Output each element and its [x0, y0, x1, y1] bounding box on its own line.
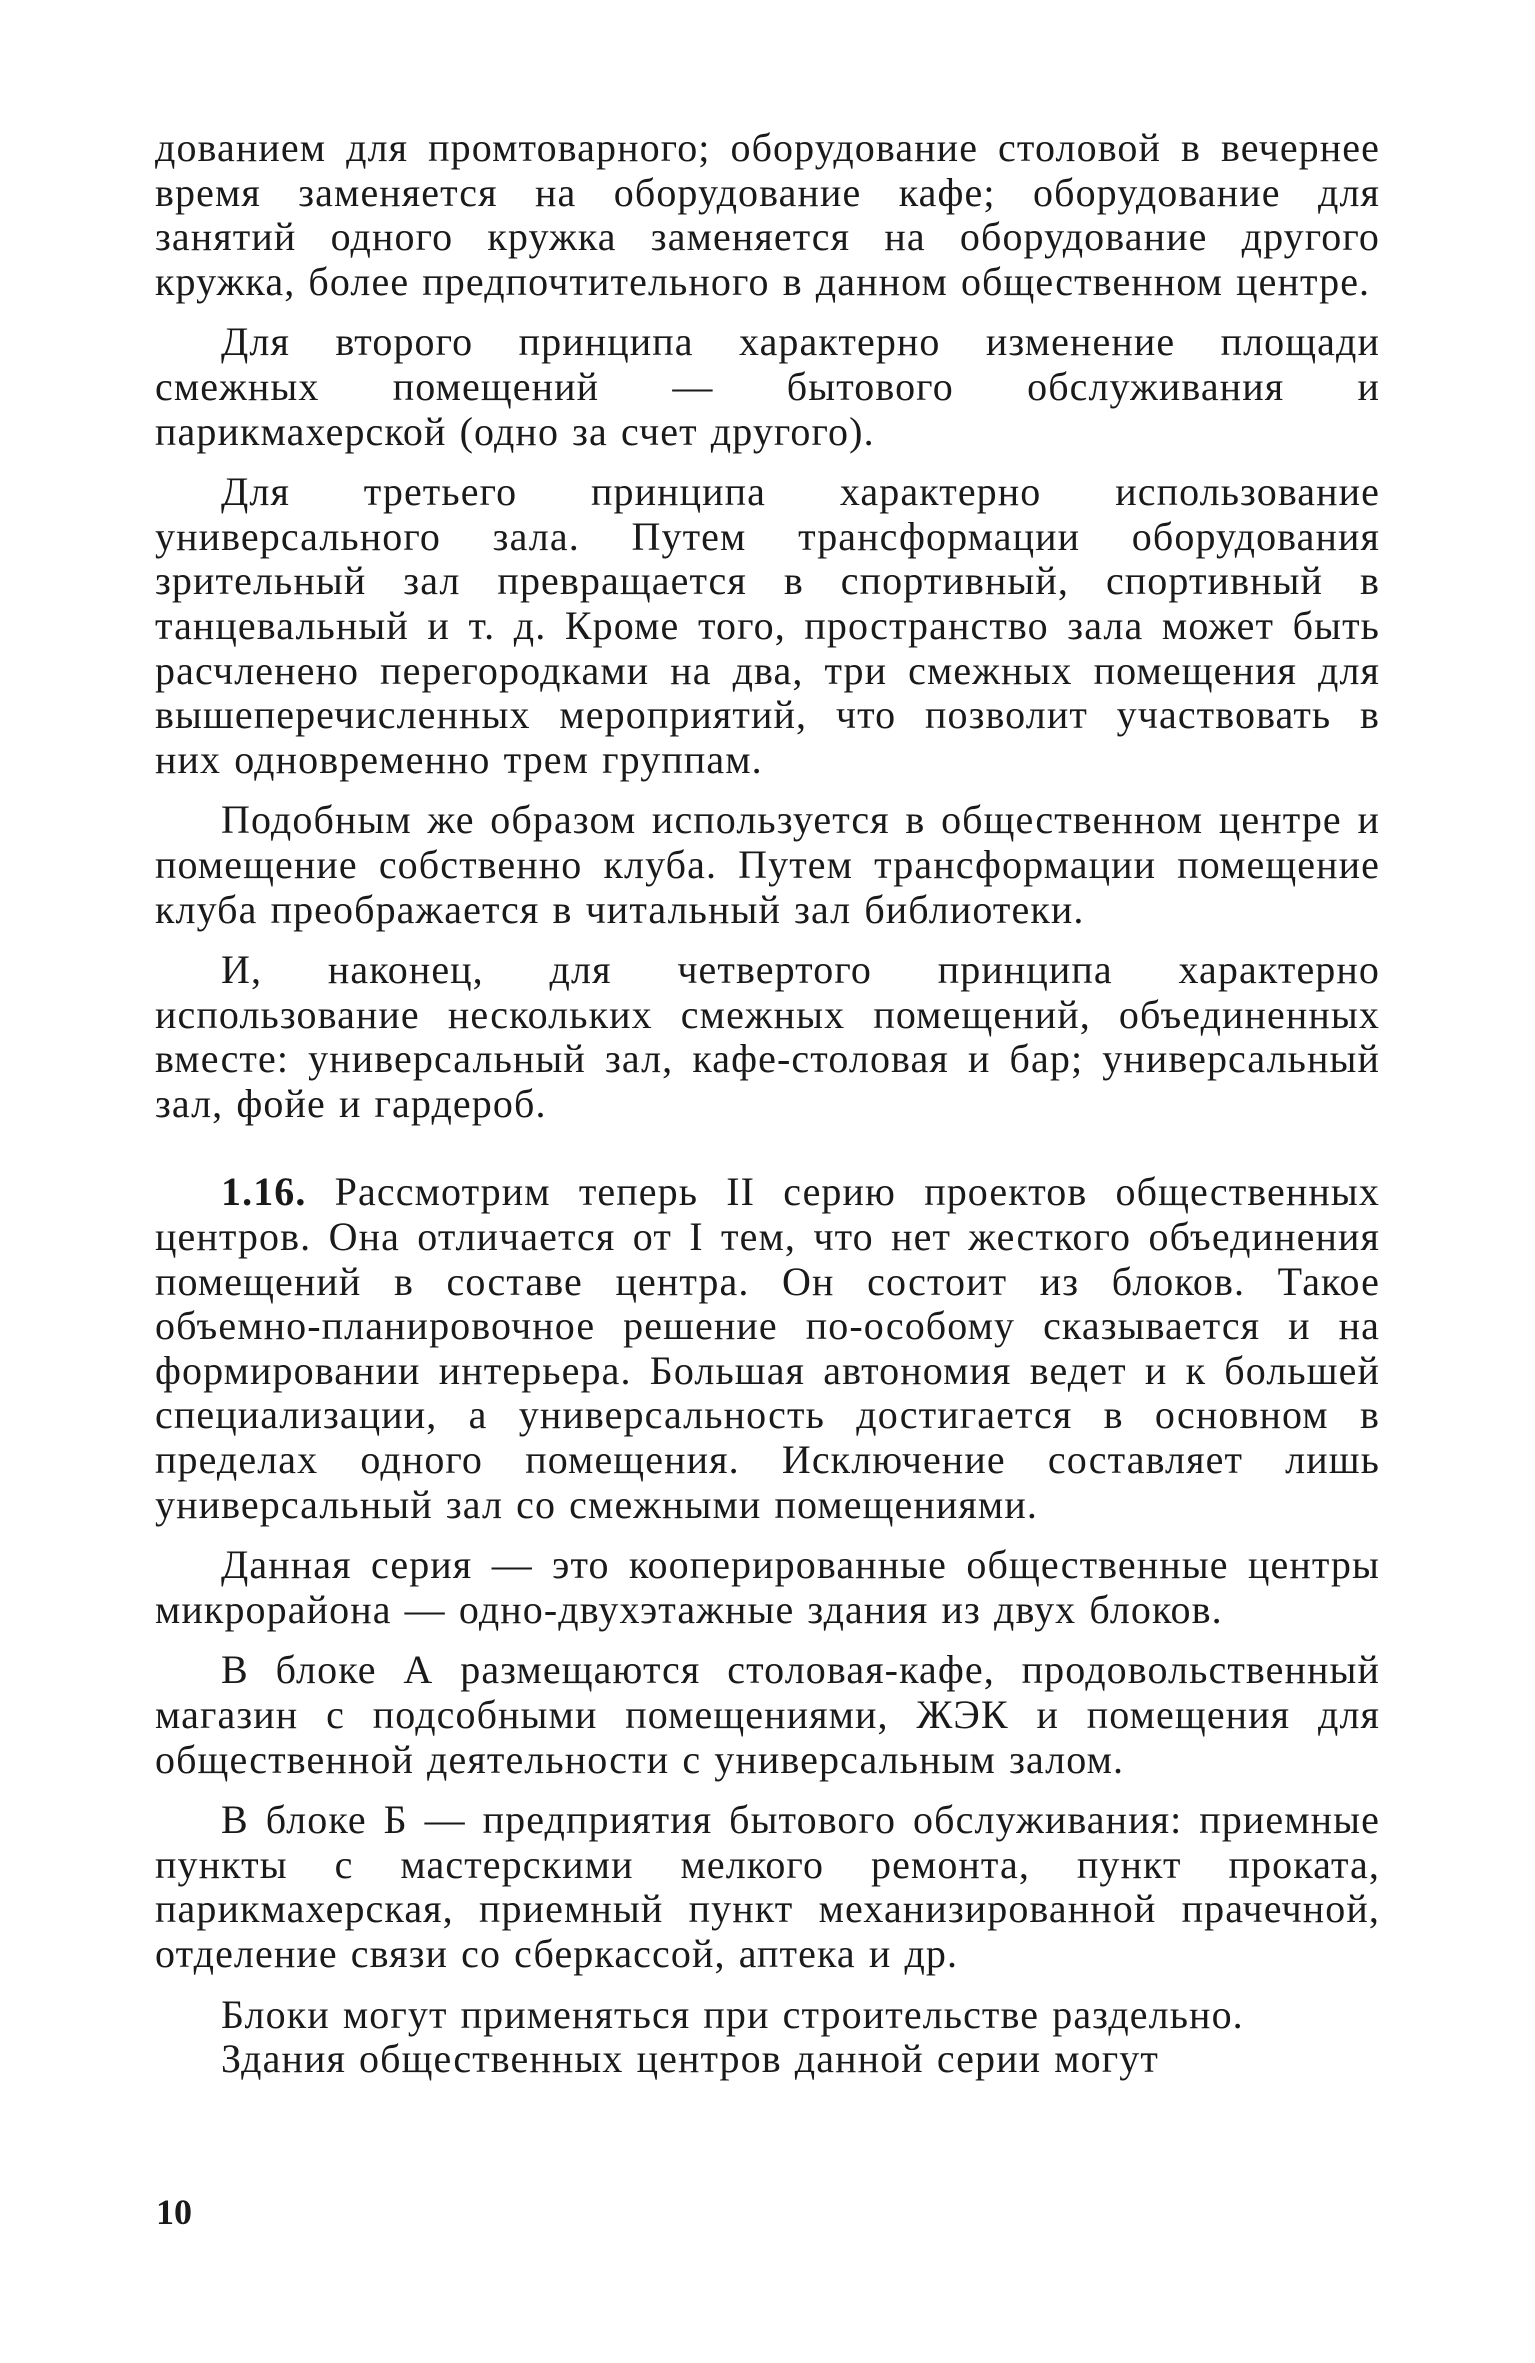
paragraph-block-b: В блоке Б — предприятия бытового обслуживания: приемные пункты с мастерскими мелкого ремонта, пункт проката, парикмахерская, приемный пункт механизированной прачечной, отделение связи со сберкассой, аптека и др. [155, 1797, 1380, 1976]
paragraph-continuation: дованием для промтоварного; оборудование столовой в вечернее время заменяется на оборудование кафе; оборудование для занятий одного кружка заменяется на оборудование другого кружка, более предпочтительного в данном общественном центре. [155, 125, 1380, 304]
paragraph-second-principle: Для второго принципа характерно изменение площади смежных помещений — бытового обслуживания и парикмахерской (одно за счет другого). [155, 319, 1380, 454]
body-text [155, 126, 1380, 2082]
paragraph-fourth-principle: И, наконец, для четвертого принципа характерно использование нескольких смежных помещений, объединенных вместе: универсальный зал, кафе-столовая и бар; универсальный зал, фойе и гардероб. [155, 947, 1380, 1126]
page-number: 10 [156, 2192, 192, 2232]
section-text: Рассмотрим теперь II серию проектов общественных центров. Она отличается от I тем, что нет жесткого объединения помещений в составе центра. Он состоит из блоков. Такое объемно-планировочное решение по-особому сказывается и на формировании интерьера. Большая автономия ведет и к большей специализации, а универсальность достигается в основном в пределах одного помещения. Исключение составляет лишь универсальный зал со смежными помещениями. [155, 1169, 1380, 1527]
paragraph-blocks-separate: Блоки могут применяться при строительстве раздельно. [221, 1991, 1244, 2037]
paragraph-section-1-16 [155, 1170, 1380, 1527]
paragraph-third-principle: Для третьего принципа характерно использование универсального зала. Путем трансформации оборудования зрительный зал превращается в спортивный, спортивный в танцевальный и т. д. Кроме того, пространство зала может быть расчленено перегородками на два, три смежных помещения для вышеперечисленных мероприятий, что позволит участвовать в них одновременно трем группам. [155, 469, 1380, 782]
paragraph-buildings-trailing: Здания общественных центров данной серии могут [221, 2036, 1159, 2082]
paragraph-block-a: В блоке А размещаются столовая-кафе, продовольственный магазин с подсобными помещениями, ЖЭК и помещения для общественной деятельности с универсальным залом. [155, 1647, 1380, 1782]
section-number: 1.16. [221, 1169, 307, 1215]
paragraph-series-description: Данная серия — это кооперированные общественные центры микрорайона — одно-двухэтажные здания из двух блоков. [155, 1542, 1380, 1632]
paragraph-club-transformation: Подобным же образом используется в общественном центре и помещение собственно клуба. Путем трансформации помещение клуба преображается в читальный зал библиотеки. [155, 797, 1380, 932]
